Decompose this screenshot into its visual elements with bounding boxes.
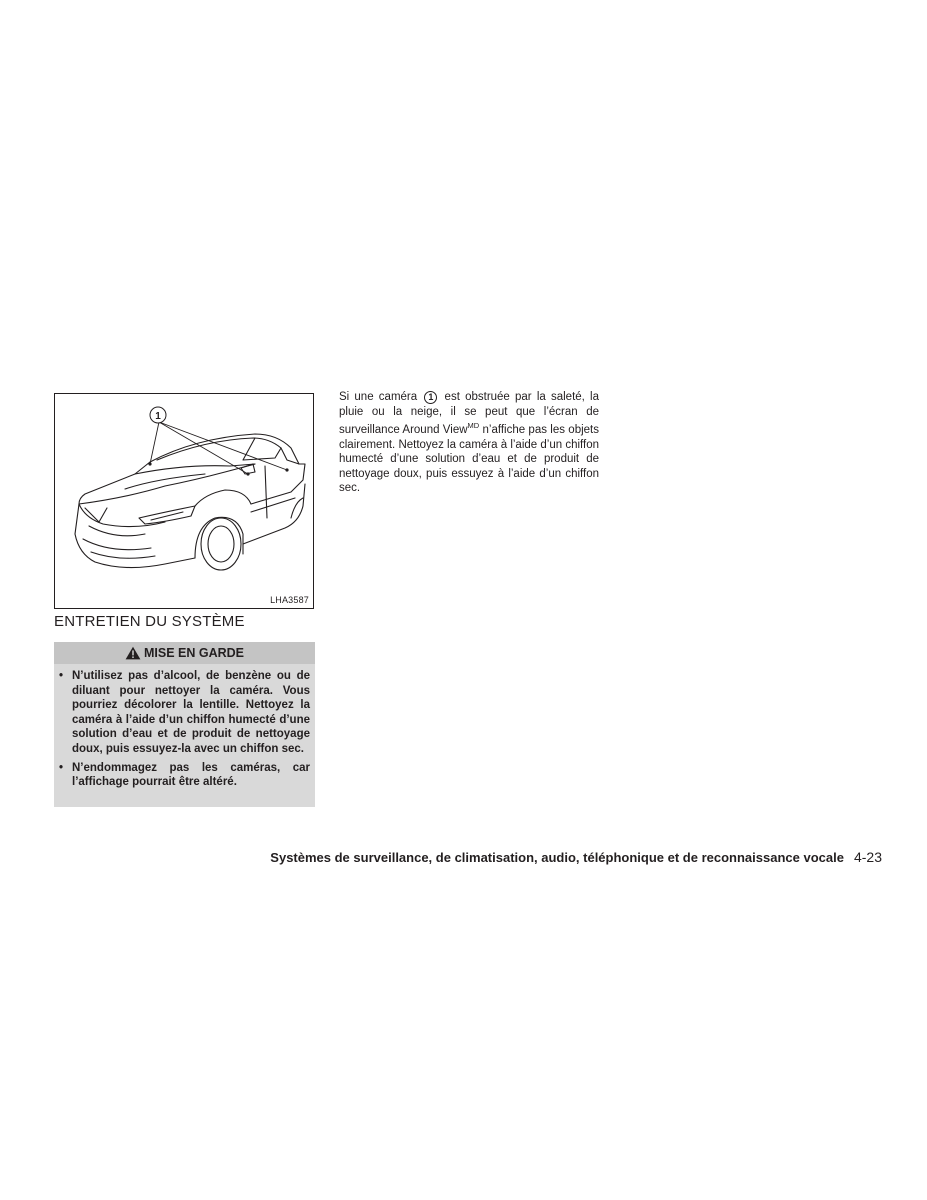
caution-list	[54, 664, 315, 790]
paragraph-part-1: Si une caméra	[339, 391, 418, 403]
section-heading: ENTRETIEN DU SYSTÈME	[54, 613, 245, 630]
car-front-three-quarter-illustration	[55, 394, 313, 608]
car-camera-illustration	[54, 393, 314, 609]
trademark-superscript: MD	[467, 421, 480, 431]
warning-triangle-icon	[125, 646, 141, 660]
paragraph-part-3: n’affiche pas les objets clairement. Nettoyez la caméra à l’aide d’un chiffon humecté d’une solution d’eau et de produit de nettoyage doux, puis essuyez à l’aide d’un chiffon sec.	[339, 424, 599, 495]
bullet-point: •	[59, 670, 64, 682]
caution-item	[58, 669, 310, 757]
caution-header	[54, 642, 315, 664]
page-number: 4-23	[853, 849, 882, 865]
caution-item-text: N’utilisez pas d’alcool, de benzène ou de diluant pour nettoyer la caméra. Vous pourriez décolorer la lentille. Nettoyez la caméra à l’aide d’un chiffon humecté d’une solution d’eau et de produit de nettoyage doux, puis essuyez-la avec un chiffon sec.	[72, 670, 310, 755]
page-footer	[200, 849, 882, 865]
caution-item	[58, 761, 310, 790]
caution-box	[54, 642, 315, 807]
chapter-title: Systèmes de surveillance, de climatisation, audio, téléphonique et de reconnaissance vocale	[270, 850, 844, 865]
caution-item-text: N’endommagez pas les caméras, car l’affichage pourrait être altéré.	[72, 761, 310, 789]
maintenance-paragraph	[339, 390, 599, 496]
callout-number: 1	[155, 411, 161, 422]
paragraph-part-2: est obstruée par la saleté, la pluie ou la neige, il se peut que l’écran de surveillance Around View	[339, 391, 599, 437]
callout-reference: 1	[424, 391, 437, 404]
figure-code: LHA3587	[270, 595, 309, 605]
bullet-point: •	[59, 761, 64, 774]
caution-title: MISE EN GARDE	[143, 646, 244, 660]
